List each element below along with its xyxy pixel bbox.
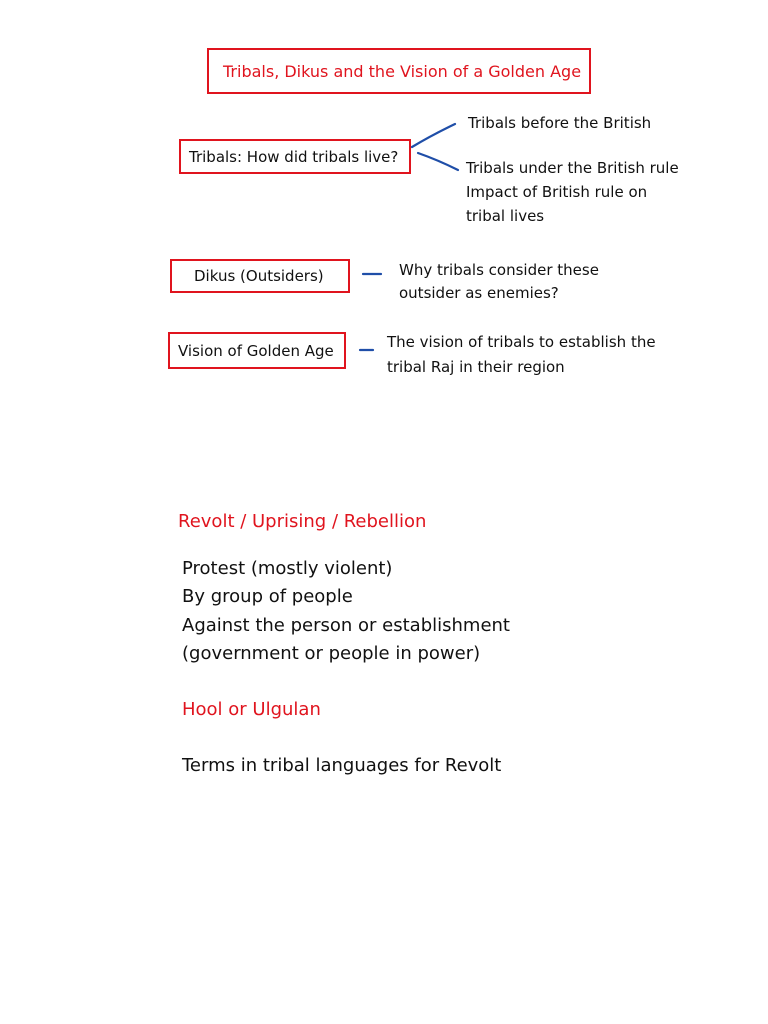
hool-definition: Terms in tribal languages for Revolt <box>182 755 502 776</box>
revolt-line-government: (government or people in power) <box>182 643 481 664</box>
revolt-line-group: By group of people <box>182 586 353 607</box>
revolt-line-protest: Protest (mostly violent) <box>182 558 393 579</box>
topic-label-tribals: Tribals: How did tribals live? <box>189 147 399 166</box>
note-vision-establish: The vision of tribals to establish the <box>387 333 656 351</box>
page-title <box>207 48 591 94</box>
topic-label-dikus: Dikus (Outsiders) <box>194 267 324 285</box>
note-impact-british-rule: Impact of British rule on <box>466 183 648 201</box>
note-why-tribals-consider: Why tribals consider these <box>399 261 599 279</box>
topic-box-dikus <box>170 259 350 293</box>
revolt-heading: Revolt / Uprising / Rebellion <box>178 511 427 532</box>
topic-box-tribals <box>179 139 411 174</box>
connector-tribals-before <box>412 124 455 147</box>
revolt-line-against: Against the person or establishment <box>182 615 510 636</box>
topic-label-golden-age: Vision of Golden Age <box>178 341 334 360</box>
note-tribal-lives: tribal lives <box>466 207 545 225</box>
note-tribals-under-british: Tribals under the British rule <box>466 159 679 177</box>
note-outsider-enemies: outsider as enemies? <box>399 284 559 302</box>
page-title-text: Tribals, Dikus and the Vision of a Golden Age <box>223 61 582 81</box>
connector-tribals-under <box>418 153 458 170</box>
note-tribal-raj: tribal Raj in their region <box>387 358 565 376</box>
note-tribals-before-british: Tribals before the British <box>468 114 652 132</box>
hool-heading: Hool or Ulgulan <box>182 699 321 720</box>
topic-box-golden-age <box>168 332 346 369</box>
